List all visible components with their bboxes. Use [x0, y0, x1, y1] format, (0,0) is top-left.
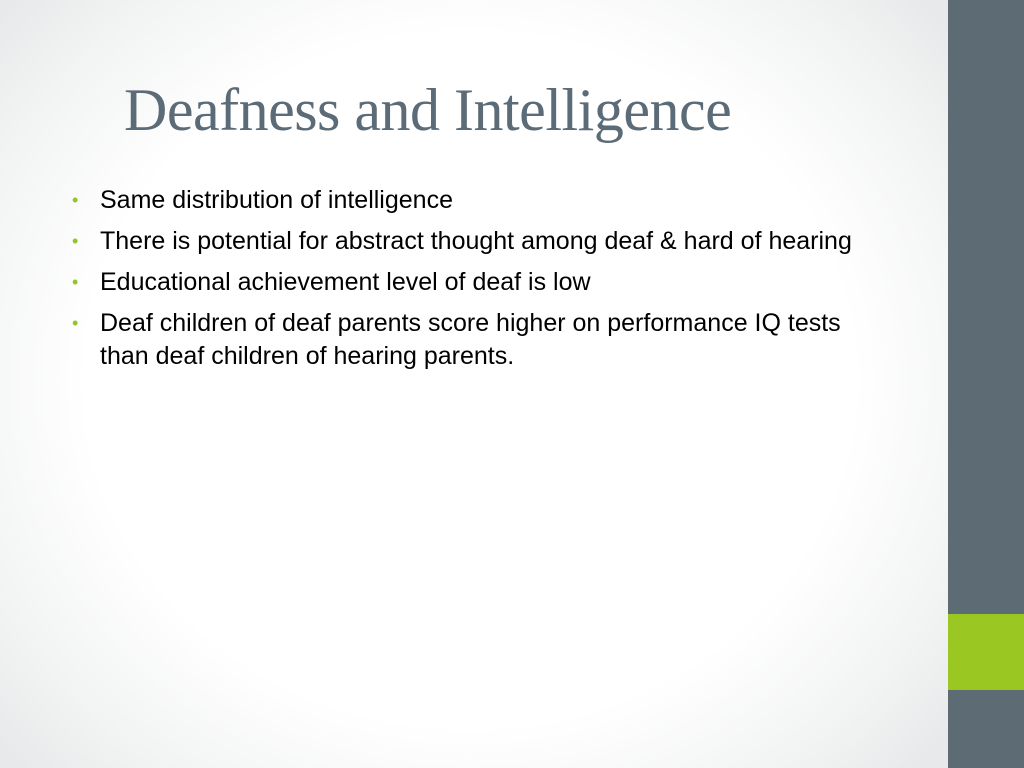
list-item [72, 184, 892, 217]
bullet-list [72, 184, 892, 381]
bullet-text: Same distribution of intelligence [100, 186, 453, 214]
bullet-icon: • [72, 313, 79, 333]
bullet-icon: • [72, 231, 79, 251]
list-item [72, 266, 892, 299]
bullet-text: Deaf children of deaf parents score higher on performance IQ tests than deaf children of hearing parents. [100, 309, 841, 370]
slide-title: Deafness and Intelligence [124, 77, 732, 143]
bullet-icon: • [72, 272, 79, 292]
bullet-icon: • [72, 190, 79, 210]
bullet-text: Educational achievement level of deaf is low [100, 268, 591, 296]
bullet-text: There is potential for abstract thought among deaf & hard of hearing [100, 227, 852, 255]
list-item [72, 225, 892, 258]
side-accent-block [948, 614, 1024, 690]
list-item [72, 307, 892, 373]
